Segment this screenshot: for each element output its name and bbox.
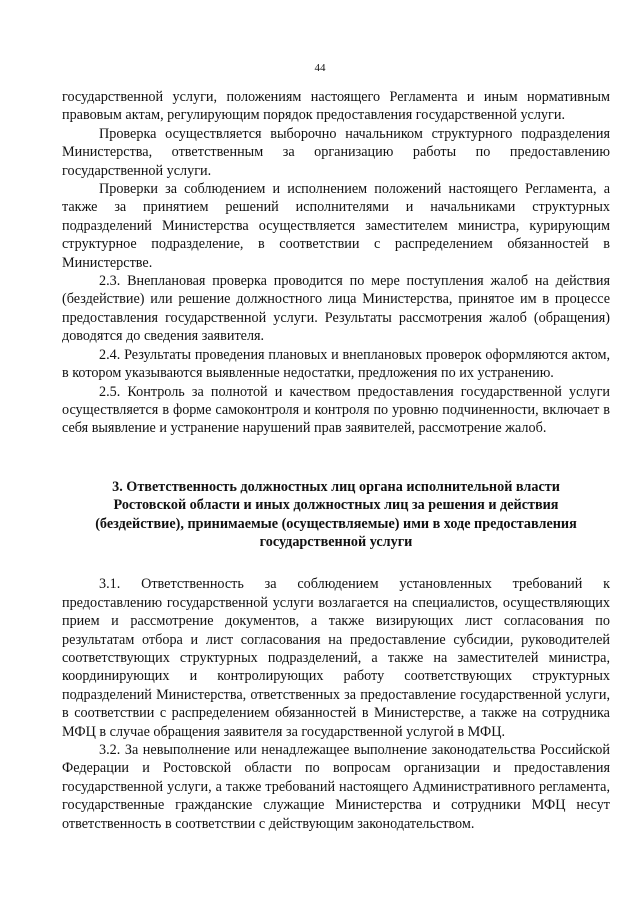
paragraph-2-3: 2.3. Внеплановая проверка проводится по мере поступления жалоб на действия (бездействие) или решение должностного лица Министерства, принятое им в процессе предоставления государственной услуги. Результаты рассмотрения жалоб (обращения) доводятся до сведения заявителя.	[62, 273, 610, 345]
paragraph-2-5: 2.5. Контроль за полнотой и качеством предоставления государственной услуги осуществляется в форме самоконтроля и контроля по уровню подчиненности, включает в себя выявление и устранение нарушений прав заявителей, рассмотрение жалоб.	[62, 383, 610, 437]
page-number: 44	[314, 62, 326, 74]
paragraph-inspection: Проверка осуществляется выборочно начальником структурного подразделения Министерства, ответственным за организацию работы по предоставлению государственной услуги.	[62, 125, 610, 179]
paragraph-3-2: 3.2. За невыполнение или ненадлежащее выполнение законодательства Российской Федерации и Ростовской области по вопросам организации и предоставления государственной услуги, а также требований настоящего Административного регламента, государственные гражданские служащие Министерства и сотрудники МФЦ несут ответственность в соответствии с действующим законодательством.	[62, 742, 610, 832]
paragraph-continuation: государственной услуги, положениям настоящего Регламента и иным нормативным правовым актам, регулирующим порядок предоставления государственной услуги.	[62, 89, 610, 124]
paragraph-inspections-compliance: Проверки за соблюдением и исполнением положений настоящего Регламента, а также за принятием решений исполнителями и начальниками структурных подразделений Министерства осуществляется заместителем министра, курирующим структурное подразделение, в соответствии с распределением обязанностей в Министерстве.	[62, 181, 610, 271]
section-heading: 3. Ответственность должностных лиц органа исполнительной власти Ростовской области и иных должностных лиц за решения и действия (бездействие), принимаемые (осуществляемые) ими в ходе предоставления государственной услуги	[95, 478, 577, 550]
paragraph-2-4: 2.4. Результаты проведения плановых и внеплановых проверок оформляются актом, в котором указываются выявленные недостатки, предложения по их устранению.	[62, 346, 610, 382]
document-body	[62, 88, 610, 833]
paragraph-3-1: 3.1. Ответственность за соблюдением установленных требований к предоставлению государственной услуги возлагается на специалистов, осуществляющих прием и рассмотрение документов, а также визирующих лист согласования по результатам отбора и лист согласования на предоставление субсидии, руководителей соответствующих структурных подразделений, а также на заместителей министра, координирующих и контролирующих работу соответствующих структурных подразделений Министерства, ответственных за предоставление государственной услуги, в соответствии с распределением обязанностей в Министерстве, а также на сотрудника МФЦ в случае обращения заявителя за государственной услугой в МФЦ.	[62, 576, 610, 740]
